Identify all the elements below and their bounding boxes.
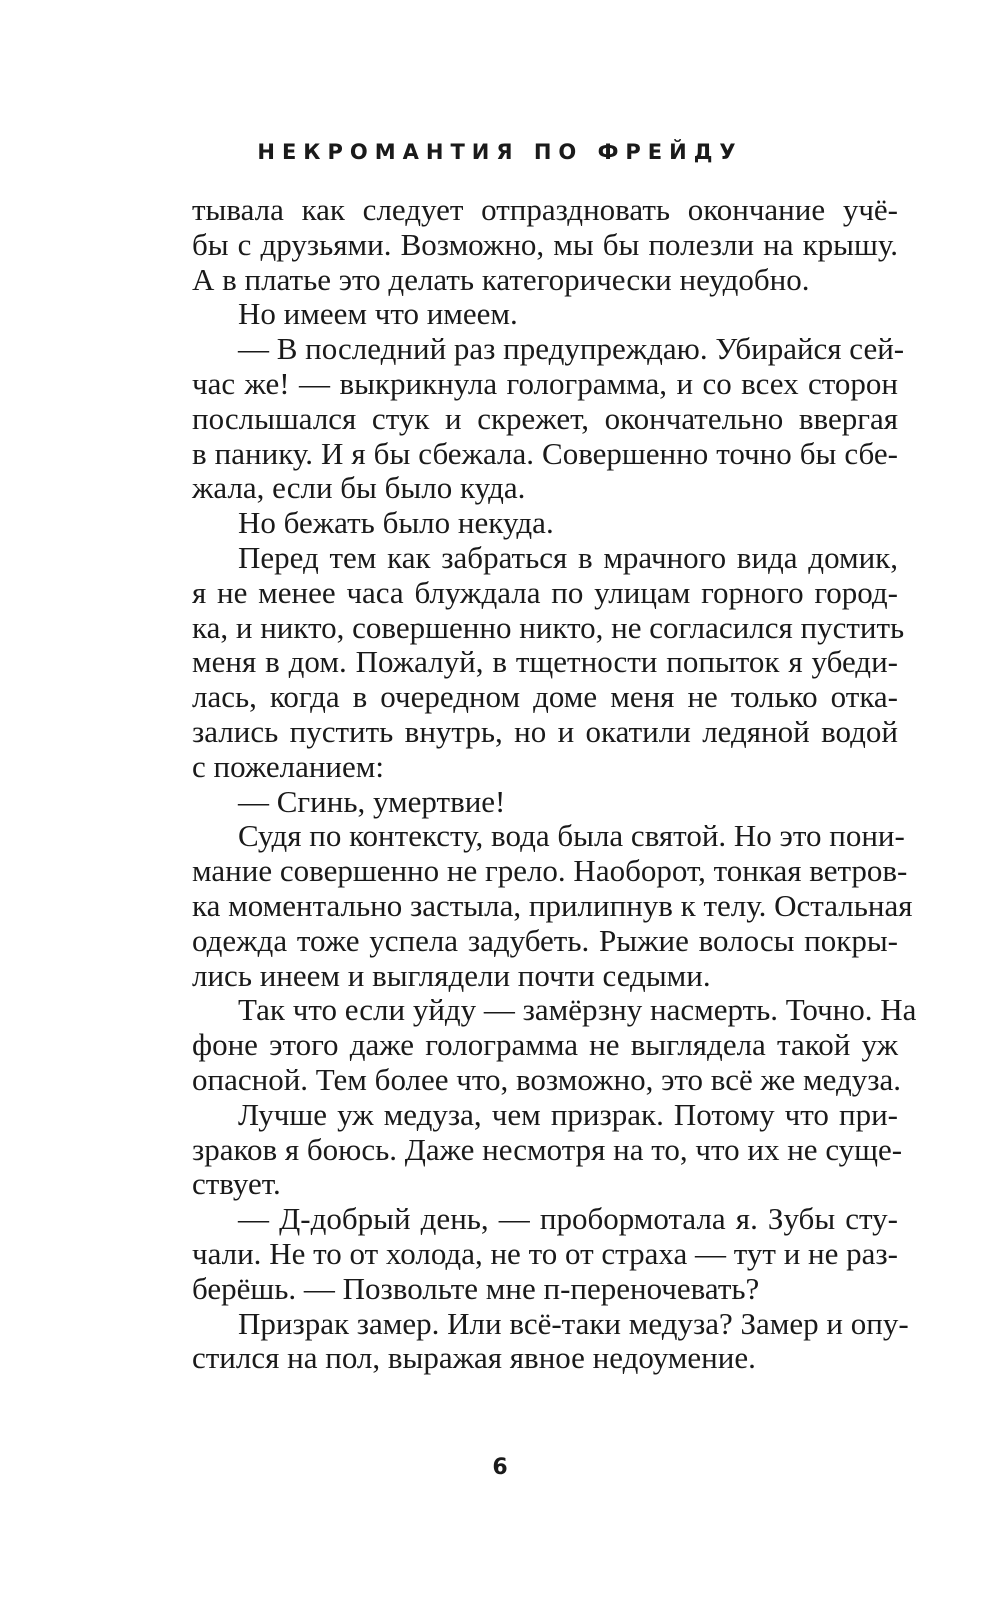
text-line: мание совершенно не грело. Наоборот, тонкая ветров-: [192, 853, 908, 889]
text-line: бы с друзьями. Возможно, мы бы полезли на крышу.: [192, 226, 898, 262]
text-line: стился на пол, выражая явное недоумение.: [192, 1340, 756, 1376]
text-line: тывала как следует отпраздновать окончание учё-: [192, 192, 898, 227]
text-line: послышался стук и скрежет, окончательно ввергая: [192, 400, 898, 436]
text-line: ка моментально застыла, прилипнув к телу. Остальная: [192, 887, 913, 923]
text-line: — Д-добрый день, — пробормотала я. Зубы сту-: [238, 1201, 898, 1237]
page-number: 6: [492, 1455, 508, 1480]
text-line: Лучше уж медуза, чем призрак. Потому что при-: [238, 1096, 898, 1132]
text-line: с пожеланием:: [192, 748, 384, 784]
text-line: час же! — выкрикнула голограмма, и со всех сторон: [192, 365, 898, 401]
text-line: Так что если уйду — замёрзну насмерть. Точно. На: [238, 992, 917, 1028]
text-line: чали. Не то от холода, не то от страха — тут и не раз-: [192, 1235, 898, 1271]
text-line: Перед тем как забраться в мрачного вида домик,: [238, 539, 898, 575]
text-line: в панику. И я бы сбежала. Совершенно точно бы сбе-: [192, 435, 898, 471]
text-line: ка, и никто, совершенно никто, не согласился пустить: [192, 609, 905, 645]
text-line: Призрак замер. Или всё-таки медуза? Замер и опу-: [238, 1305, 909, 1341]
text-line: жала, если бы было куда.: [192, 470, 526, 506]
text-line: берёшь. — Позвольте мне п-переночевать?: [192, 1270, 760, 1306]
text-line: лись инеем и выглядели почти седыми.: [192, 957, 711, 993]
text-line: — В последний раз предупреждаю. Убирайся сей-: [238, 331, 905, 367]
text-line: — Сгинь, умертвие!: [238, 783, 506, 819]
text-line: зались пустить внутрь, но и окатили ледяной водой: [192, 713, 898, 749]
running-head-title: НЕКРОМАНТИЯ ПО ФРЕЙДУ: [257, 140, 743, 164]
text-line: Но имеем что имеем.: [238, 296, 518, 332]
text-line: ствует.: [192, 1166, 281, 1202]
text-line: меня в дом. Пожалуй, в тщетности попыток я убеди-: [192, 644, 898, 680]
text-line: А в платье это делать категорически неудобно.: [192, 261, 810, 297]
text-line: опасной. Тем более что, возможно, это всё же медуза.: [192, 1061, 902, 1097]
text-line: зраков я боюсь. Даже несмотря на то, что их не суще-: [192, 1131, 903, 1167]
text-line: я не менее часа блуждала по улицам горного город-: [192, 574, 898, 610]
text-line: лась, когда в очередном доме меня не только отка-: [192, 679, 898, 715]
text-line: фоне этого даже голограмма не выглядела такой уж: [192, 1027, 898, 1063]
body-text: [192, 192, 917, 1376]
text-line: Судя по контексту, вода была святой. Но это пони-: [238, 818, 905, 854]
text-line: Но бежать было некуда.: [238, 505, 554, 541]
text-line: одежда тоже успела задубеть. Рыжие волосы покры-: [192, 922, 898, 958]
